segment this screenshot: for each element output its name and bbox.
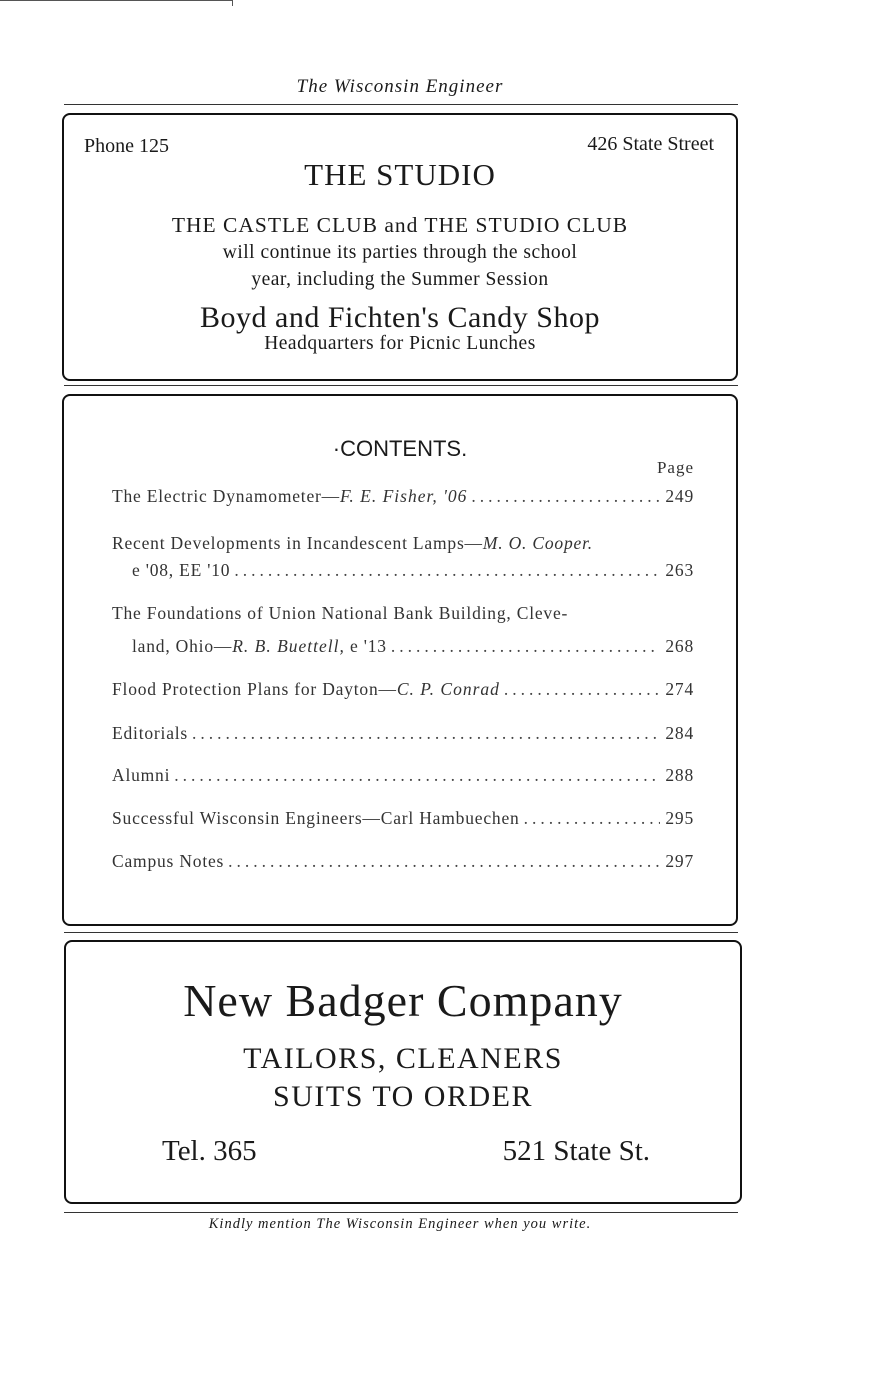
running-header: The Wisconsin Engineer: [296, 76, 504, 97]
studio-parties-line2: year, including the Summer Session: [251, 269, 549, 290]
badger-ad: [64, 940, 742, 1204]
toc-entry-title: Recent Developments in Incandescent Lamps—M. O. Cooper.: [112, 533, 593, 553]
toc-entry-page: 274: [665, 679, 694, 699]
toc-entry-title: The Foundations of Union National Bank Building, Cleve-: [112, 603, 569, 623]
toc-entry: [112, 808, 694, 829]
toc-entry: [132, 636, 694, 657]
toc-entry: [112, 679, 694, 700]
studio-phone: Phone 125: [84, 135, 169, 157]
toc-entry: [132, 560, 694, 581]
footer-publication: The Wisconsin Engineer: [316, 1216, 480, 1232]
toc-entry-page: 263: [665, 560, 694, 580]
contents-heading: ·CONTENTS.: [332, 436, 468, 461]
header-rule: [64, 104, 738, 105]
toc-leader-dots: [524, 808, 660, 829]
toc-entry-title-continued: land, Ohio—R. B. Buettell, e '13: [132, 636, 387, 656]
studio-parties-line1: will continue its parties through the school: [222, 242, 578, 263]
toc-entry-page: 288: [665, 765, 694, 785]
toc-entry: [112, 723, 694, 744]
divider-rule: [64, 932, 738, 933]
toc-entry-page: 297: [665, 851, 694, 871]
badger-telephone: Tel. 365: [162, 1135, 257, 1167]
toc-entry-title: Flood Protection Plans for Dayton—C. P. Conrad: [112, 679, 500, 699]
candy-shop-name: Boyd and Fichten's Candy Shop: [200, 301, 600, 334]
footer-rule: [64, 1212, 738, 1213]
toc-leader-dots: [234, 560, 660, 581]
studio-clubs: THE CASTLE CLUB and THE STUDIO CLUB: [171, 213, 629, 237]
page-column-label: Page: [656, 458, 694, 477]
toc-entry-title-continued: e '08, EE '10: [132, 560, 231, 580]
studio-title: THE STUDIO: [304, 157, 496, 192]
toc-entry-title: Successful Wisconsin Engineers—Carl Hambuechen: [112, 808, 520, 828]
toc-leader-dots: [174, 765, 660, 786]
toc-leader-dots: [228, 851, 660, 872]
toc-leader-dots: [471, 486, 660, 507]
badger-address: 521 State St.: [502, 1135, 650, 1167]
studio-ad: [62, 113, 738, 381]
badger-services: TAILORS, CLEANERS: [243, 1042, 563, 1075]
toc-entry-title: The Electric Dynamometer—F. E. Fisher, '06: [112, 486, 468, 506]
top-edge-tick: [232, 0, 233, 6]
contents-box: [62, 394, 738, 926]
toc-leader-dots: [391, 636, 660, 657]
badger-suits: SUITS TO ORDER: [273, 1080, 533, 1113]
footer-note: Kindly mention The Wisconsin Engineer when you write.: [208, 1216, 592, 1232]
toc-leader-dots: [192, 723, 660, 744]
toc-entry-page: 268: [665, 636, 694, 656]
toc-entry-page: 284: [665, 723, 694, 743]
badger-company-name: New Badger Company: [183, 975, 623, 1026]
toc-entry-title: Editorials: [112, 723, 189, 743]
toc-entry-page: 295: [665, 808, 694, 828]
studio-address: 426 State Street: [587, 133, 714, 155]
toc-entry: [112, 486, 694, 507]
toc-entry: [112, 765, 694, 786]
divider-rule: [64, 385, 738, 386]
toc-entry-title: Campus Notes: [112, 851, 225, 871]
candy-shop-tagline: Headquarters for Picnic Lunches: [264, 333, 536, 354]
toc-leader-dots: [504, 679, 660, 700]
toc-entry-title: Alumni: [112, 765, 171, 785]
toc-entry: [112, 851, 694, 872]
toc-entry-page: 249: [665, 486, 694, 506]
studio-parties-text: [64, 239, 736, 293]
top-edge-rule: [0, 0, 232, 1]
